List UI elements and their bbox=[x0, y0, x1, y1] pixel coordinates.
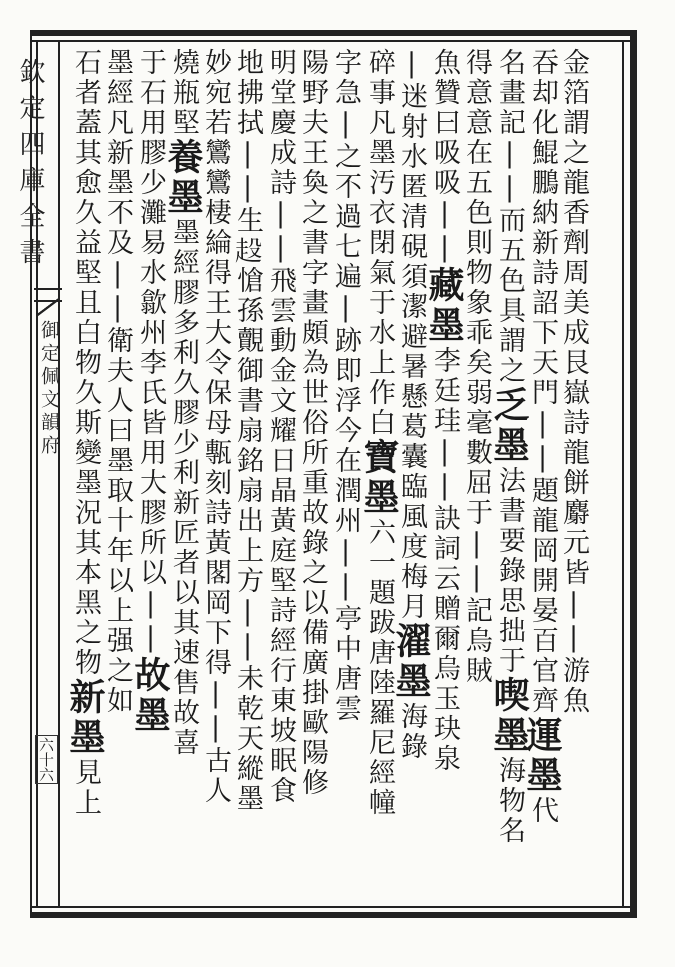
entry-text: 碎事凡墨汚衣閉氣于水上作白 bbox=[364, 48, 395, 438]
entry-text: 海物名 bbox=[494, 756, 525, 846]
entry-text: 吞却化鯤鵬納新詩詔下天門||題龍岡開晏百官齊 bbox=[527, 48, 558, 716]
text-column-11 bbox=[231, 48, 264, 903]
entry-text: 墨經膠多利久膠少利新匠者以其速售故喜 bbox=[168, 218, 199, 758]
text-column-5 bbox=[423, 48, 465, 903]
entry-text: 代 bbox=[527, 796, 558, 826]
frame-bottom-inner-border bbox=[30, 906, 637, 908]
entry-text: 金箔謂之龍香劑周美成艮嶽詩龍餅麝元皆||游魚 bbox=[558, 48, 589, 716]
text-column-15 bbox=[101, 48, 134, 903]
entry-text: 見上 bbox=[70, 758, 101, 818]
entry-text: 弱毫數屈于||記烏賊 bbox=[461, 378, 492, 686]
entry-text: 于石 bbox=[135, 48, 166, 108]
fishtail-diagonal bbox=[36, 298, 60, 316]
entry-text: 燒瓶堅 bbox=[168, 48, 199, 138]
text-column-13 bbox=[162, 48, 204, 903]
entry-headword: 新墨 bbox=[64, 678, 106, 758]
entry-headword: 藏墨 bbox=[423, 266, 465, 346]
frame-right-border bbox=[630, 30, 637, 918]
entry-headword: 濯墨 bbox=[390, 622, 432, 702]
entry-text: 墨經凡新墨不及||衛夫人曰墨取十年以上强之如 bbox=[102, 48, 133, 716]
gutter-page-number: 六十六 bbox=[35, 735, 58, 784]
text-column-3 bbox=[488, 48, 530, 903]
entry-headword: 乏墨 bbox=[488, 386, 530, 466]
entry-text: 清硯須潔避暑懸葛囊臨風度梅月 bbox=[396, 202, 427, 622]
gutter-subtitle: 御定佩文韻府 bbox=[38, 320, 60, 458]
text-column-2 bbox=[521, 48, 563, 903]
entry-text: 名畫記||而五色具謂之 bbox=[494, 48, 525, 386]
frame-top-inner-border bbox=[30, 40, 637, 42]
entry-headword: 運墨 bbox=[521, 716, 563, 796]
entry-text: 李廷珪||訣詞云贈爾烏玉玦泉 bbox=[429, 346, 460, 774]
entry-text: 用膠少灘易水歙州李氏皆用大膠所以|| bbox=[135, 108, 166, 656]
entry-text: 妙宛若鸞鸞棲綸得王大令保母甎刻詩黃閣岡下得||古人 bbox=[200, 48, 231, 806]
text-column-16 bbox=[64, 48, 106, 903]
entry-text: 海錄 bbox=[396, 702, 427, 762]
entry-headword: 寶墨 bbox=[358, 438, 400, 518]
entry-headword: 養墨 bbox=[162, 138, 204, 218]
text-column-4 bbox=[460, 48, 493, 903]
entry-text: 六一題跋唐陸羅尼經幢 bbox=[364, 518, 395, 818]
text-column-7 bbox=[358, 48, 400, 903]
entry-text: |迷射水匿 bbox=[396, 48, 427, 202]
entry-headword: 故墨 bbox=[129, 656, 171, 736]
text-column-14 bbox=[129, 48, 171, 903]
text-column-9 bbox=[296, 48, 329, 903]
entry-text: 魚贊曰吸吸|| bbox=[429, 48, 460, 266]
entry-text: 法書要錄思拙于 bbox=[494, 466, 525, 676]
entry-text: 明堂慶成詩||飛雲動金文耀日晶黃庭堅詩經行東坡眠食 bbox=[265, 48, 296, 806]
frame-top-border bbox=[30, 30, 637, 36]
entry-text: 今在潤州||亭中唐雲 bbox=[330, 416, 361, 724]
entry-text: 石者蓋其愈久益堅且白物久斯變墨況其本黑之物 bbox=[70, 48, 101, 678]
text-column-8 bbox=[329, 48, 362, 903]
entry-text: 地拂拭||生𧺢愴孫覿御書扇銘扇出上方||未乾天縱墨 bbox=[232, 48, 263, 814]
gutter-right-line bbox=[58, 40, 60, 908]
entry-text: 得意意在五色則物象乖矣 bbox=[461, 48, 492, 378]
entry-headword: 喫墨 bbox=[488, 676, 530, 756]
frame-right-inner-border bbox=[622, 40, 624, 908]
text-column-10 bbox=[264, 48, 297, 903]
entry-text: 陽野夫王奐之書字畫頗為世俗所重故錄之以備廣掛歐陽修 bbox=[297, 48, 328, 798]
frame-bottom-border bbox=[30, 912, 637, 918]
gutter-title: 欽定四庫全書 bbox=[15, 58, 45, 274]
entry-text: 字急|之不過七遍|跡即浮 bbox=[330, 48, 361, 416]
